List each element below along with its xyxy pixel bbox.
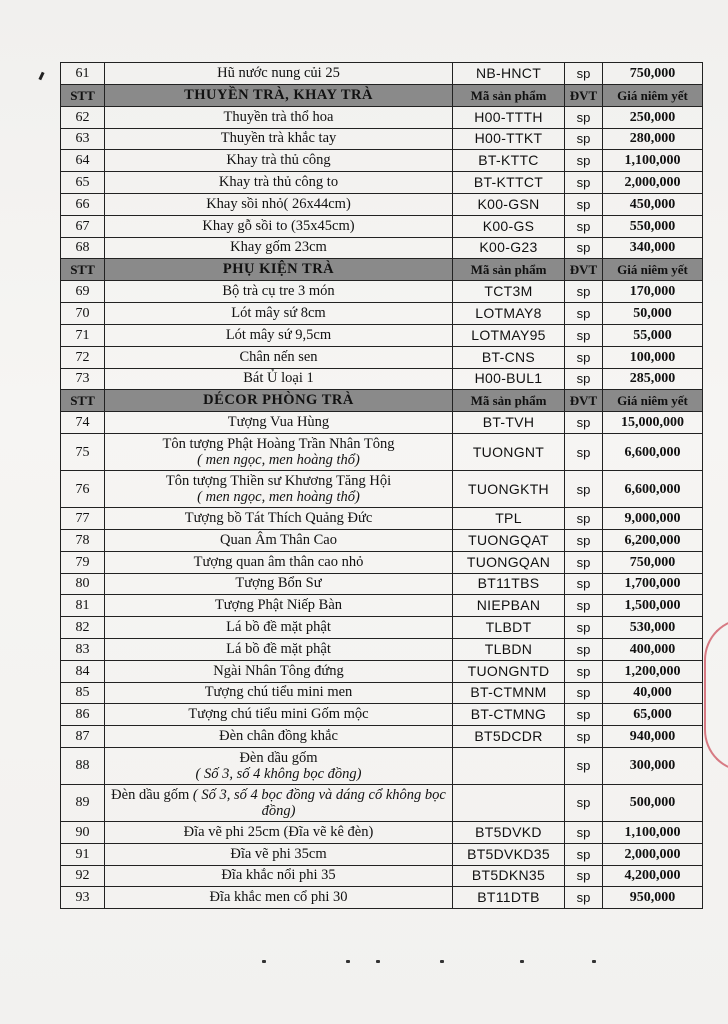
product-note: ( men ngọc, men hoàng thổ) xyxy=(197,489,360,506)
product-code: TCT3M xyxy=(453,281,565,303)
row-number: 71 xyxy=(61,324,105,346)
listed-price: 4,200,000 xyxy=(603,865,703,887)
unit: sp xyxy=(565,726,603,748)
table-row xyxy=(61,865,703,887)
product-code: BT11DTB xyxy=(453,887,565,909)
product-code: TUONGQAT xyxy=(453,529,565,551)
table-row xyxy=(61,346,703,368)
listed-price: 6,600,000 xyxy=(603,471,703,508)
listed-price: 285,000 xyxy=(603,368,703,390)
listed-price: 530,000 xyxy=(603,617,703,639)
table-row xyxy=(61,106,703,128)
price-list-body xyxy=(61,63,703,909)
listed-price: 750,000 xyxy=(603,551,703,573)
product-name: Tượng Phật Niếp Bàn xyxy=(214,597,343,614)
header-stt: STT xyxy=(61,390,105,412)
product-name-cell xyxy=(105,638,453,660)
product-name: Hũ nước nung củi 25 xyxy=(105,63,453,85)
product-name-cell xyxy=(105,865,453,887)
header-stt: STT xyxy=(61,259,105,281)
row-number: 67 xyxy=(61,215,105,237)
unit: sp xyxy=(565,682,603,704)
product-code: BT5DVKD35 xyxy=(453,843,565,865)
unit: sp xyxy=(565,638,603,660)
table-row xyxy=(61,281,703,303)
listed-price: 9,000,000 xyxy=(603,508,703,530)
listed-price: 300,000 xyxy=(603,747,703,784)
table-row xyxy=(61,638,703,660)
unit: sp xyxy=(565,508,603,530)
table-row xyxy=(61,324,703,346)
product-code: BT11TBS xyxy=(453,573,565,595)
product-code: TUONGQAN xyxy=(453,551,565,573)
listed-price: 1,100,000 xyxy=(603,150,703,172)
row-number: 64 xyxy=(61,150,105,172)
product-name: Đĩa vẽ phi 35cm xyxy=(230,845,327,862)
product-code: BT-KTTCT xyxy=(453,172,565,194)
listed-price: 250,000 xyxy=(603,106,703,128)
listed-price: 1,100,000 xyxy=(603,821,703,843)
row-number: 65 xyxy=(61,172,105,194)
section-title: THUYỀN TRÀ, KHAY TRÀ xyxy=(105,84,453,106)
product-name-cell xyxy=(105,237,453,259)
row-number: 75 xyxy=(61,434,105,471)
product-code: H00-TTKT xyxy=(453,128,565,150)
row-number: 61 xyxy=(61,63,105,85)
unit: sp xyxy=(565,106,603,128)
product-code: TLBDT xyxy=(453,617,565,639)
product-name-cell xyxy=(105,784,453,821)
product-name-cell xyxy=(105,573,453,595)
product-note: ( men ngọc, men hoàng thổ) xyxy=(197,452,360,469)
table-row xyxy=(61,704,703,726)
product-code xyxy=(453,784,565,821)
product-code: K00-GSN xyxy=(453,193,565,215)
section-title: PHỤ KIỆN TRÀ xyxy=(105,259,453,281)
product-name: Khay sồi nhỏ( 26x44cm) xyxy=(206,195,351,212)
product-code: H00-TTTH xyxy=(453,106,565,128)
unit: sp xyxy=(565,150,603,172)
listed-price: 170,000 xyxy=(603,281,703,303)
unit: sp xyxy=(565,193,603,215)
header-price: Giá niêm yết xyxy=(603,84,703,106)
product-name-cell xyxy=(105,412,453,434)
product-name-cell xyxy=(105,617,453,639)
header-unit: ĐVT xyxy=(565,84,603,106)
red-stamp xyxy=(704,618,728,772)
table-row xyxy=(61,471,703,508)
unit: sp xyxy=(565,471,603,508)
row-number: 63 xyxy=(61,128,105,150)
row-number: 85 xyxy=(61,682,105,704)
product-code: BT-KTTC xyxy=(453,150,565,172)
row-number: 91 xyxy=(61,843,105,865)
product-name: Bát Ủ loại 1 xyxy=(243,370,314,387)
product-note: ( Số 3, số 4 bọc đồng và dáng cổ không bọc đồng) xyxy=(192,786,446,819)
product-code: TUONGKTH xyxy=(453,471,565,508)
unit: sp xyxy=(565,324,603,346)
product-code: TLBDN xyxy=(453,638,565,660)
section-header-row xyxy=(61,390,703,412)
row-number: 79 xyxy=(61,551,105,573)
unit: sp xyxy=(565,551,603,573)
listed-price: 50,000 xyxy=(603,303,703,325)
product-name-cell xyxy=(105,368,453,390)
product-name-cell xyxy=(105,704,453,726)
table-row xyxy=(61,747,703,784)
listed-price: 6,200,000 xyxy=(603,529,703,551)
unit: sp xyxy=(565,660,603,682)
table-row xyxy=(61,617,703,639)
product-name-cell xyxy=(105,595,453,617)
row-number: 82 xyxy=(61,617,105,639)
product-name-cell xyxy=(105,281,453,303)
row-number: 81 xyxy=(61,595,105,617)
product-code: BT-CTMNM xyxy=(453,682,565,704)
listed-price: 1,700,000 xyxy=(603,573,703,595)
product-name-cell xyxy=(105,346,453,368)
product-code: TPL xyxy=(453,508,565,530)
unit: sp xyxy=(565,821,603,843)
product-name-cell xyxy=(105,821,453,843)
row-number: 76 xyxy=(61,471,105,508)
product-name-cell xyxy=(105,508,453,530)
header-price: Giá niêm yết xyxy=(603,259,703,281)
row-number: 77 xyxy=(61,508,105,530)
product-name-cell xyxy=(105,434,453,471)
unit: sp xyxy=(565,172,603,194)
product-note: ( Số 3, số 4 không bọc đồng) xyxy=(195,765,362,782)
product-name-cell xyxy=(105,660,453,682)
product-name: Tượng bồ Tát Thích Quảng Đức xyxy=(184,510,373,527)
product-code: BT5DVKD xyxy=(453,821,565,843)
product-name: Tượng quan âm thân cao nhỏ xyxy=(193,553,364,570)
product-name-cell xyxy=(105,843,453,865)
product-name-cell xyxy=(105,747,453,784)
unit: sp xyxy=(565,843,603,865)
table-row xyxy=(61,193,703,215)
listed-price: 2,000,000 xyxy=(603,843,703,865)
product-code: LOTMAY8 xyxy=(453,303,565,325)
unit: sp xyxy=(565,573,603,595)
unit: sp xyxy=(565,215,603,237)
table-row xyxy=(61,551,703,573)
section-title: DÉCOR PHÒNG TRÀ xyxy=(105,390,453,412)
product-name: Thuyền trà khắc tay xyxy=(220,130,337,147)
price-list-table xyxy=(60,62,703,909)
table-row xyxy=(61,843,703,865)
table-row xyxy=(61,508,703,530)
product-code: LOTMAY95 xyxy=(453,324,565,346)
product-name: Đèn chân đồng khắc xyxy=(219,728,338,745)
unit: sp xyxy=(565,704,603,726)
row-number: 88 xyxy=(61,747,105,784)
product-name-cell xyxy=(105,887,453,909)
listed-price: 2,000,000 xyxy=(603,172,703,194)
product-code: BT-TVH xyxy=(453,412,565,434)
footer-text-fragment xyxy=(258,960,618,966)
product-code: TUONGNTD xyxy=(453,660,565,682)
section-header-row xyxy=(61,84,703,106)
unit: sp xyxy=(565,281,603,303)
product-name-cell xyxy=(105,128,453,150)
product-name: Đĩa vẽ phi 25cm (Đĩa vẽ kê đèn) xyxy=(183,823,374,840)
table-row xyxy=(61,887,703,909)
table-row xyxy=(61,595,703,617)
product-name-cell xyxy=(105,172,453,194)
row-number: 80 xyxy=(61,573,105,595)
listed-price: 55,000 xyxy=(603,324,703,346)
row-number: 86 xyxy=(61,704,105,726)
listed-price: 500,000 xyxy=(603,784,703,821)
unit: sp xyxy=(565,784,603,821)
table-row xyxy=(61,215,703,237)
listed-price: 15,000,000 xyxy=(603,412,703,434)
product-name: Tôn tượng Phật Hoàng Trần Nhân Tông xyxy=(162,436,395,453)
header-stt: STT xyxy=(61,84,105,106)
unit: sp xyxy=(565,303,603,325)
product-name-cell xyxy=(105,726,453,748)
table-row xyxy=(61,63,703,85)
row-number: 84 xyxy=(61,660,105,682)
listed-price: 940,000 xyxy=(603,726,703,748)
unit: sp xyxy=(565,368,603,390)
product-name: Lót mây sứ 9,5cm xyxy=(225,326,332,343)
product-code: K00-GS xyxy=(453,215,565,237)
header-code: Mã sản phẩm xyxy=(453,390,565,412)
unit: sp xyxy=(565,128,603,150)
unit: sp xyxy=(565,865,603,887)
table-row xyxy=(61,434,703,471)
table-row xyxy=(61,172,703,194)
listed-price: 100,000 xyxy=(603,346,703,368)
listed-price: 1,200,000 xyxy=(603,660,703,682)
listed-price: 400,000 xyxy=(603,638,703,660)
unit: sp xyxy=(565,747,603,784)
unit: sp xyxy=(565,887,603,909)
row-number: 93 xyxy=(61,887,105,909)
product-name: Quan Âm Thân Cao xyxy=(220,531,337,548)
product-name: Lót mây sứ 8cm xyxy=(231,305,326,322)
product-name-cell xyxy=(105,324,453,346)
product-name-cell xyxy=(105,106,453,128)
product-name: Tượng chú tiểu mini men xyxy=(204,684,353,701)
product-name: Đĩa khắc nổi phi 35 xyxy=(221,867,336,884)
product-name: Khay gốm 23cm xyxy=(230,239,327,256)
table-row xyxy=(61,303,703,325)
row-number: 69 xyxy=(61,281,105,303)
product-code xyxy=(453,747,565,784)
product-name: Ngài Nhân Tông đứng xyxy=(213,662,344,679)
listed-price: 750,000 xyxy=(603,63,703,85)
product-name-cell xyxy=(105,303,453,325)
product-name: Tượng Vua Hùng xyxy=(227,414,330,431)
table-row xyxy=(61,150,703,172)
product-code: BT5DCDR xyxy=(453,726,565,748)
product-name: Đĩa khắc men cổ phi 30 xyxy=(209,889,348,906)
table-row xyxy=(61,660,703,682)
listed-price: 40,000 xyxy=(603,682,703,704)
product-name: Đèn dầu gốm xyxy=(111,786,190,803)
listed-price: 950,000 xyxy=(603,887,703,909)
product-code: H00-BUL1 xyxy=(453,368,565,390)
product-name: Tượng chú tiểu mini Gốm mộc xyxy=(188,706,369,723)
table-row xyxy=(61,128,703,150)
product-name: Khay gỗ sồi to (35x45cm) xyxy=(202,217,355,234)
row-number: 66 xyxy=(61,193,105,215)
listed-price: 450,000 xyxy=(603,193,703,215)
product-name: Lá bồ đề mặt phật xyxy=(226,619,331,636)
row-number: 87 xyxy=(61,726,105,748)
row-number: 70 xyxy=(61,303,105,325)
unit: sp xyxy=(565,412,603,434)
product-name-cell xyxy=(105,529,453,551)
product-name: Đèn dầu gốm xyxy=(239,749,318,766)
header-unit: ĐVT xyxy=(565,390,603,412)
row-number: 73 xyxy=(61,368,105,390)
unit: sp xyxy=(565,63,603,85)
listed-price: 550,000 xyxy=(603,215,703,237)
listed-price: 1,500,000 xyxy=(603,595,703,617)
header-unit: ĐVT xyxy=(565,259,603,281)
row-number: 72 xyxy=(61,346,105,368)
product-name: Tôn tượng Thiền sư Khương Tăng Hội xyxy=(165,473,392,490)
table-row xyxy=(61,784,703,821)
unit: sp xyxy=(565,434,603,471)
row-number: 89 xyxy=(61,784,105,821)
table-row xyxy=(61,682,703,704)
header-code: Mã sản phẩm xyxy=(453,259,565,281)
product-name: Lá bồ đề mặt phật xyxy=(226,640,331,657)
header-price: Giá niêm yết xyxy=(603,390,703,412)
product-name: Bộ trà cụ tre 3 món xyxy=(222,283,335,300)
listed-price: 340,000 xyxy=(603,237,703,259)
row-number: 83 xyxy=(61,638,105,660)
table-row xyxy=(61,529,703,551)
table-row xyxy=(61,573,703,595)
table-row xyxy=(61,368,703,390)
table-row xyxy=(61,237,703,259)
product-name-cell xyxy=(105,215,453,237)
product-code: BT-CNS xyxy=(453,346,565,368)
listed-price: 6,600,000 xyxy=(603,434,703,471)
unit: sp xyxy=(565,595,603,617)
unit: sp xyxy=(565,529,603,551)
product-code: NIEPBAN xyxy=(453,595,565,617)
row-number: 90 xyxy=(61,821,105,843)
header-code: Mã sản phẩm xyxy=(453,84,565,106)
section-header-row xyxy=(61,259,703,281)
table-row xyxy=(61,726,703,748)
row-number: 92 xyxy=(61,865,105,887)
product-name: Chân nến sen xyxy=(239,348,318,365)
product-code: BT-CTMNG xyxy=(453,704,565,726)
row-number: 74 xyxy=(61,412,105,434)
product-code: K00-G23 xyxy=(453,237,565,259)
product-name-cell xyxy=(105,193,453,215)
row-number: 62 xyxy=(61,106,105,128)
unit: sp xyxy=(565,346,603,368)
unit: sp xyxy=(565,617,603,639)
product-name-cell xyxy=(105,682,453,704)
listed-price: 65,000 xyxy=(603,704,703,726)
product-name: Tượng Bổn Sư xyxy=(235,575,322,592)
product-name-cell xyxy=(105,471,453,508)
product-code: NB-HNCT xyxy=(453,63,565,85)
product-code: TUONGNT xyxy=(453,434,565,471)
product-name: Khay trà thủ công to xyxy=(218,174,339,191)
row-number: 78 xyxy=(61,529,105,551)
unit: sp xyxy=(565,237,603,259)
listed-price: 280,000 xyxy=(603,128,703,150)
table-row xyxy=(61,821,703,843)
row-number: 68 xyxy=(61,237,105,259)
table-row xyxy=(61,412,703,434)
product-name-cell xyxy=(105,150,453,172)
product-name-cell xyxy=(105,551,453,573)
product-name: Khay trà thủ công xyxy=(226,152,331,169)
product-name: Thuyền trà thổ hoa xyxy=(223,108,334,125)
product-code: BT5DKN35 xyxy=(453,865,565,887)
